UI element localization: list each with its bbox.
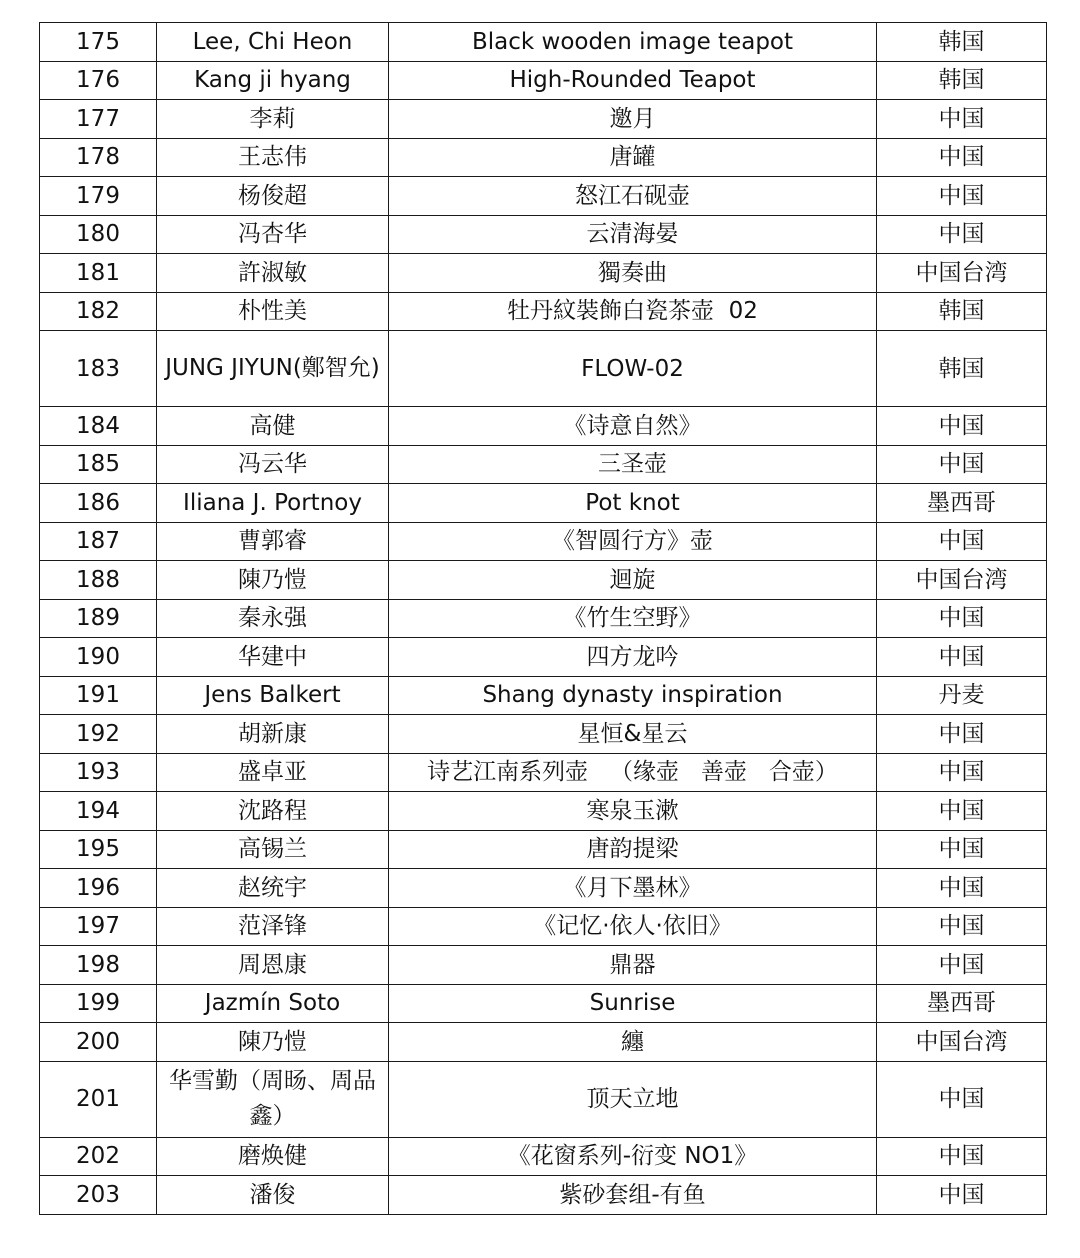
- table-row: [40, 61, 1047, 100]
- table-row: [40, 561, 1047, 600]
- country-cell: 中国: [877, 138, 1047, 177]
- artist-name-cell: 盛卓亚: [157, 753, 389, 792]
- row-number-cell: 195: [40, 830, 157, 869]
- row-number-cell: 201: [40, 1061, 157, 1137]
- artist-name-cell: JUNG JIYUN(鄭智允): [157, 331, 389, 407]
- row-number-cell: 193: [40, 753, 157, 792]
- row-number-cell: 179: [40, 177, 157, 216]
- table-row: [40, 138, 1047, 177]
- table-row: [40, 1061, 1047, 1137]
- row-number-cell: 185: [40, 445, 157, 484]
- country-cell: 中国: [877, 715, 1047, 754]
- country-cell: 墨西哥: [877, 984, 1047, 1023]
- table-row: [40, 445, 1047, 484]
- row-number-cell: 186: [40, 484, 157, 523]
- table-row: [40, 407, 1047, 446]
- table-row: [40, 100, 1047, 139]
- table-row: [40, 23, 1047, 62]
- row-number-cell: 190: [40, 638, 157, 677]
- artist-name-cell: 許淑敏: [157, 254, 389, 293]
- artist-name-cell: Lee, Chi Heon: [157, 23, 389, 62]
- country-cell: 中国: [877, 1061, 1047, 1137]
- work-title-cell: 纏: [389, 1023, 877, 1062]
- work-title-cell: 唐韵提梁: [389, 830, 877, 869]
- artist-name-cell: 高健: [157, 407, 389, 446]
- entries-table: [39, 22, 1047, 1215]
- artist-name-cell: 朴性美: [157, 292, 389, 331]
- row-number-cell: 198: [40, 946, 157, 985]
- artist-name-cell: 周恩康: [157, 946, 389, 985]
- table-row: [40, 715, 1047, 754]
- country-cell: 中国: [877, 1176, 1047, 1215]
- country-cell: 中国: [877, 792, 1047, 831]
- artist-name-cell: 冯云华: [157, 445, 389, 484]
- work-title-cell: 紫砂套组-有鱼: [389, 1176, 877, 1215]
- country-cell: 中国: [877, 907, 1047, 946]
- country-cell: 中国: [877, 445, 1047, 484]
- country-cell: 中国: [877, 830, 1047, 869]
- artist-name-cell: 华雪勤（周旸、周品鑫）: [157, 1061, 389, 1137]
- table-row: [40, 753, 1047, 792]
- table-row: [40, 599, 1047, 638]
- table-row: [40, 1023, 1047, 1062]
- table-row: [40, 830, 1047, 869]
- country-cell: 中国: [877, 522, 1047, 561]
- artist-name-cell: 高锡兰: [157, 830, 389, 869]
- row-number-cell: 188: [40, 561, 157, 600]
- work-title-cell: High-Rounded Teapot: [389, 61, 877, 100]
- artist-name-cell: 李莉: [157, 100, 389, 139]
- row-number-cell: 178: [40, 138, 157, 177]
- work-title-cell: 《月下墨林》: [389, 869, 877, 908]
- artist-name-cell: Iliana J. Portnoy: [157, 484, 389, 523]
- table-row: [40, 215, 1047, 254]
- country-cell: 中国台湾: [877, 561, 1047, 600]
- table-row: [40, 638, 1047, 677]
- work-title-cell: 三圣壶: [389, 445, 877, 484]
- table-row: [40, 869, 1047, 908]
- row-number-cell: 175: [40, 23, 157, 62]
- country-cell: 韩国: [877, 292, 1047, 331]
- country-cell: 中国台湾: [877, 1023, 1047, 1062]
- work-title-cell: 怒江石砚壶: [389, 177, 877, 216]
- country-cell: 韩国: [877, 61, 1047, 100]
- row-number-cell: 180: [40, 215, 157, 254]
- artist-name-cell: 潘俊: [157, 1176, 389, 1215]
- artist-name-cell: 胡新康: [157, 715, 389, 754]
- row-number-cell: 194: [40, 792, 157, 831]
- work-title-cell: Black wooden image teapot: [389, 23, 877, 62]
- artist-name-cell: 范泽锋: [157, 907, 389, 946]
- artist-name-cell: 赵统宇: [157, 869, 389, 908]
- artist-name-cell: 华建中: [157, 638, 389, 677]
- work-title-cell: 星恒&星云: [389, 715, 877, 754]
- artist-name-cell: 沈路程: [157, 792, 389, 831]
- table-row: [40, 484, 1047, 523]
- table-row: [40, 1176, 1047, 1215]
- row-number-cell: 181: [40, 254, 157, 293]
- table-row: [40, 676, 1047, 715]
- country-cell: 中国: [877, 599, 1047, 638]
- row-number-cell: 191: [40, 676, 157, 715]
- table-row: [40, 331, 1047, 407]
- artist-name-cell: Kang ji hyang: [157, 61, 389, 100]
- country-cell: 中国: [877, 946, 1047, 985]
- work-title-cell: Shang dynasty inspiration: [389, 676, 877, 715]
- work-title-cell: 寒泉玉漱: [389, 792, 877, 831]
- artist-name-cell: 曹郭睿: [157, 522, 389, 561]
- country-cell: 中国: [877, 177, 1047, 216]
- row-number-cell: 184: [40, 407, 157, 446]
- entries-table-body: [40, 23, 1047, 1215]
- work-title-cell: 《记忆·依人·依旧》: [389, 907, 877, 946]
- work-title-cell: FLOW-02: [389, 331, 877, 407]
- work-title-cell: 《诗意自然》: [389, 407, 877, 446]
- row-number-cell: 196: [40, 869, 157, 908]
- table-row: [40, 292, 1047, 331]
- table-row: [40, 522, 1047, 561]
- work-title-cell: 《花窗系列-衍变 NO1》: [389, 1137, 877, 1176]
- country-cell: 中国: [877, 100, 1047, 139]
- artist-name-cell: Jens Balkert: [157, 676, 389, 715]
- country-cell: 中国: [877, 215, 1047, 254]
- country-cell: 中国: [877, 1137, 1047, 1176]
- row-number-cell: 183: [40, 331, 157, 407]
- row-number-cell: 189: [40, 599, 157, 638]
- row-number-cell: 182: [40, 292, 157, 331]
- table-row: [40, 792, 1047, 831]
- work-title-cell: 四方龙吟: [389, 638, 877, 677]
- table-row: [40, 254, 1047, 293]
- artist-name-cell: 冯杏华: [157, 215, 389, 254]
- artist-name-cell: Jazmín Soto: [157, 984, 389, 1023]
- row-number-cell: 187: [40, 522, 157, 561]
- country-cell: 中国: [877, 869, 1047, 908]
- work-title-cell: 诗艺江南系列壶 （缘壶 善壶 合壶）: [389, 753, 877, 792]
- table-row: [40, 984, 1047, 1023]
- artist-name-cell: 杨俊超: [157, 177, 389, 216]
- work-title-cell: 邀月: [389, 100, 877, 139]
- country-cell: 韩国: [877, 23, 1047, 62]
- row-number-cell: 176: [40, 61, 157, 100]
- country-cell: 墨西哥: [877, 484, 1047, 523]
- country-cell: 韩国: [877, 331, 1047, 407]
- country-cell: 中国台湾: [877, 254, 1047, 293]
- country-cell: 中国: [877, 638, 1047, 677]
- artist-name-cell: 秦永强: [157, 599, 389, 638]
- country-cell: 中国: [877, 407, 1047, 446]
- table-row: [40, 907, 1047, 946]
- table-row: [40, 1137, 1047, 1176]
- artist-name-cell: 王志伟: [157, 138, 389, 177]
- artist-name-cell: 磨焕健: [157, 1137, 389, 1176]
- work-title-cell: 牡丹紋裝飾白瓷茶壶 02: [389, 292, 877, 331]
- work-title-cell: 迴旋: [389, 561, 877, 600]
- work-title-cell: 顶天立地: [389, 1061, 877, 1137]
- work-title-cell: 《竹生空野》: [389, 599, 877, 638]
- row-number-cell: 199: [40, 984, 157, 1023]
- work-title-cell: 《智圆行方》壶: [389, 522, 877, 561]
- row-number-cell: 192: [40, 715, 157, 754]
- table-row: [40, 946, 1047, 985]
- table-row: [40, 177, 1047, 216]
- work-title-cell: Pot knot: [389, 484, 877, 523]
- work-title-cell: 唐罐: [389, 138, 877, 177]
- row-number-cell: 177: [40, 100, 157, 139]
- work-title-cell: Sunrise: [389, 984, 877, 1023]
- artist-name-cell: 陳乃愷: [157, 561, 389, 600]
- row-number-cell: 203: [40, 1176, 157, 1215]
- row-number-cell: 197: [40, 907, 157, 946]
- work-title-cell: 鼎器: [389, 946, 877, 985]
- country-cell: 中国: [877, 753, 1047, 792]
- row-number-cell: 202: [40, 1137, 157, 1176]
- row-number-cell: 200: [40, 1023, 157, 1062]
- country-cell: 丹麦: [877, 676, 1047, 715]
- work-title-cell: 獨奏曲: [389, 254, 877, 293]
- artist-name-cell: 陳乃愷: [157, 1023, 389, 1062]
- work-title-cell: 云清海晏: [389, 215, 877, 254]
